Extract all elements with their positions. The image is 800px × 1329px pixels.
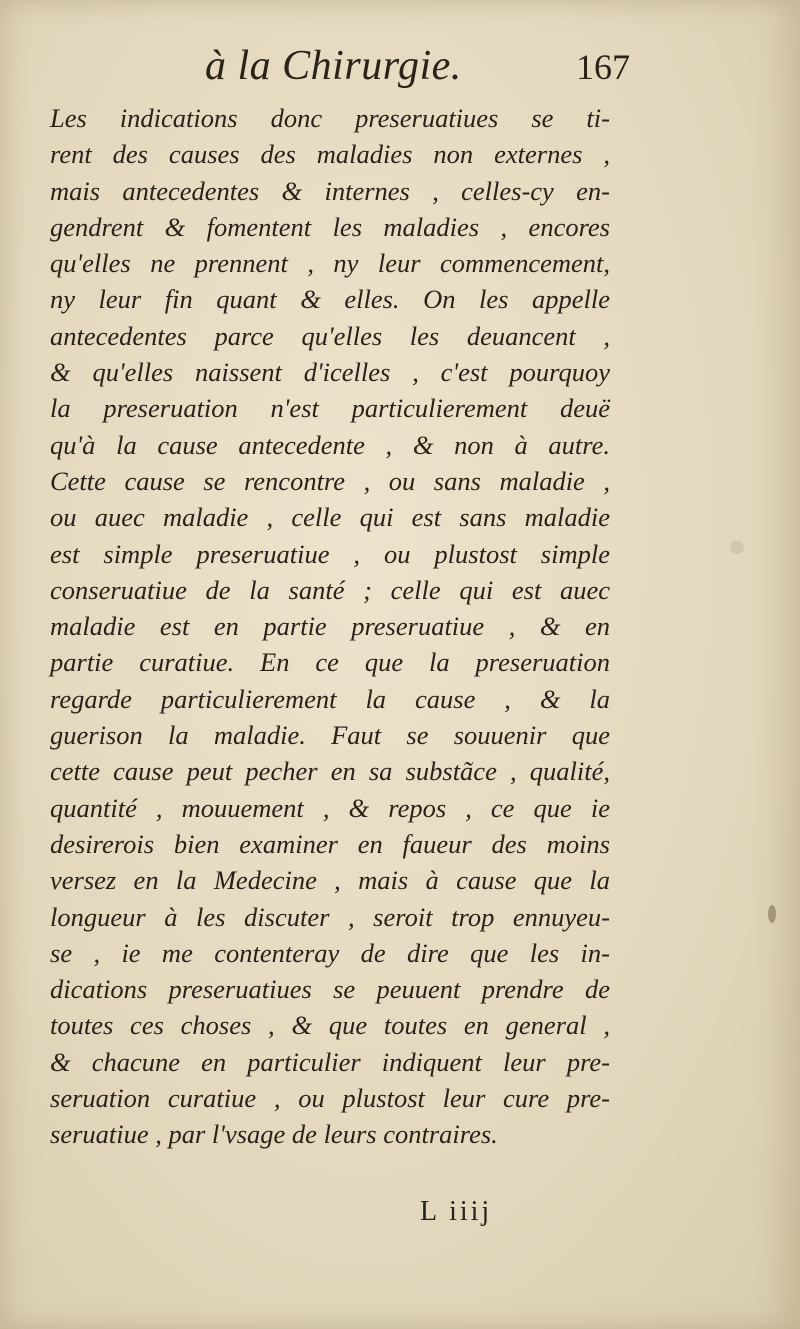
text-line: se , ie me contenteray de dire que les in-: [50, 937, 610, 968]
text-line: regarde particulierement la cause , & la: [50, 683, 610, 714]
text-line: partie curatiue. En ce que la preseruation: [50, 647, 610, 678]
text-line: dications preseruatiues se peuuent prendre de: [50, 974, 610, 1005]
page-number: 167: [576, 47, 630, 87]
text-line: mais antecedentes & internes , celles-cy en-: [50, 175, 610, 206]
text-line: ny leur fin quant & elles. On les appelle: [50, 284, 610, 315]
running-title: à la Chirurgie.: [205, 43, 462, 89]
paper-stain: [730, 540, 744, 554]
text-line: quantité , mouuement , & repos , ce que ie: [50, 792, 610, 823]
signature-mark: L iiij: [420, 1196, 493, 1227]
text-line: la preseruation n'est particulierement deuë: [50, 393, 610, 424]
text-line: qu'à la cause antecedente , & non à autre.: [50, 429, 610, 460]
text-line: conseruatiue de la santé ; celle qui est auec: [50, 574, 610, 605]
text-line: qu'elles ne prennent , ny leur commencement,: [50, 248, 610, 279]
paper-stain: [768, 905, 776, 923]
text-line: toutes ces choses , & que toutes en general ,: [50, 1010, 610, 1041]
text-line: guerison la maladie. Faut se souuenir que: [50, 720, 610, 751]
text-line: cette cause peut pecher en sa substãce , qualité,: [50, 756, 610, 787]
text-line: Les indications donc preseruatiues se ti-: [50, 103, 610, 133]
text-line: Cette cause se rencontre , ou sans maladie ,: [50, 465, 610, 496]
text-line: rent des causes des maladies non externes ,: [50, 139, 610, 170]
text-line: desirerois bien examiner en faueur des moins: [50, 828, 610, 859]
text-line: ou auec maladie , celle qui est sans maladie: [50, 502, 610, 533]
text-line: longueur à les discuter , seroit trop ennuyeu-: [50, 901, 610, 932]
text-line: est simple preseruatiue , ou plustost simple: [50, 538, 610, 569]
text-line: gendrent & fomentent les maladies , encores: [50, 211, 610, 242]
text-line: seruation curatiue , ou plustost leur cure pre-: [50, 1083, 610, 1114]
text-line: antecedentes parce qu'elles les deuancent ,: [50, 320, 610, 351]
text-line: & qu'elles naissent d'icelles , c'est pourquoy: [50, 357, 610, 388]
body-text: [50, 100, 610, 1153]
text-line: versez en la Medecine , mais à cause que la: [50, 865, 610, 896]
text-line: & chacune en particulier indiquent leur pre-: [50, 1046, 610, 1077]
text-line: seruatiue , par l'vsage de leurs contraires.: [50, 1119, 498, 1150]
page-header: [150, 42, 650, 102]
text-line: maladie est en partie preseruatiue , & en: [50, 611, 610, 642]
